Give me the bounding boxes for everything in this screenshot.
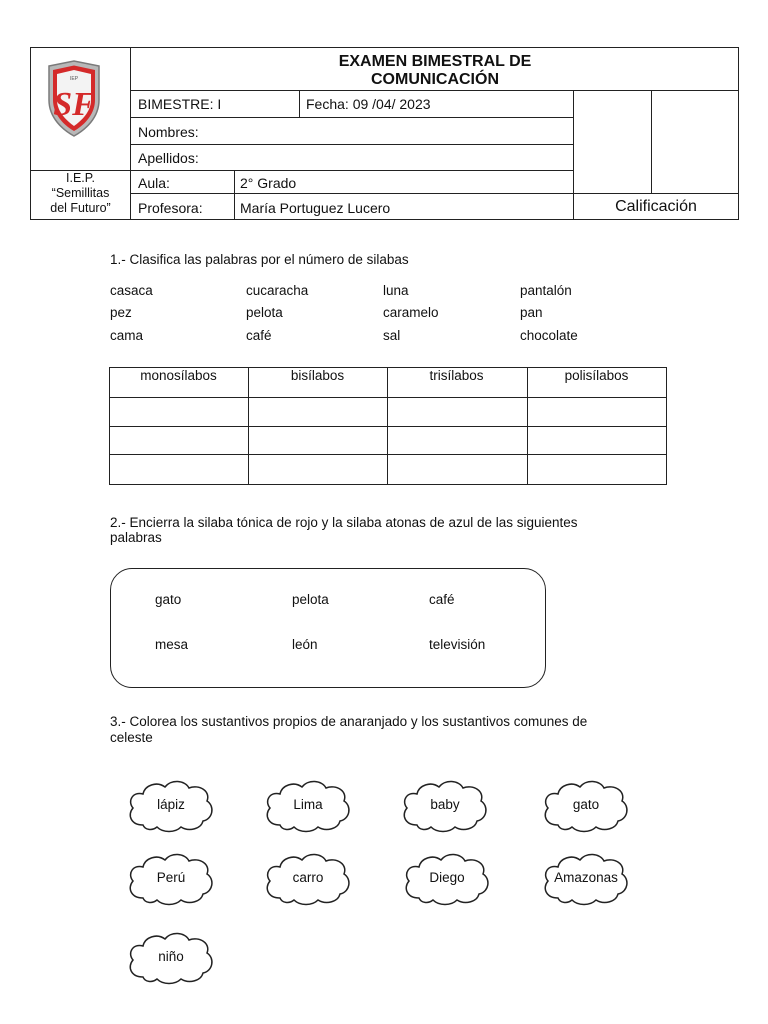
word-item: café bbox=[429, 592, 455, 607]
cloud-label: baby bbox=[430, 797, 460, 812]
cloud-word bbox=[399, 777, 491, 835]
header-divider bbox=[299, 91, 300, 118]
calificacion-label: Calificación bbox=[615, 198, 697, 215]
word-item: casaca bbox=[110, 283, 153, 298]
profesora-value: María Portuguez Lucero bbox=[240, 200, 391, 216]
cloud-word bbox=[125, 929, 217, 987]
word-item: cama bbox=[110, 328, 144, 343]
cloud-label: Lima bbox=[293, 797, 323, 812]
word-item: televisión bbox=[429, 637, 486, 652]
question-2-prompt: 2.- Encierra la silaba tónica de rojo y la silaba atonas de azul de las siguientes bbox=[110, 515, 578, 530]
header-divider bbox=[651, 91, 652, 193]
cloud-label: Perú bbox=[156, 870, 186, 885]
table-header-bisilabos: bisílabos bbox=[290, 368, 345, 383]
header-divider bbox=[234, 170, 235, 220]
word-item: luna bbox=[383, 283, 409, 298]
table-header-polisilabos: polisílabos bbox=[564, 368, 629, 383]
word-box bbox=[110, 568, 546, 688]
header-divider bbox=[130, 117, 573, 118]
nombres-field[interactable]: Nombres: bbox=[138, 124, 199, 140]
word-item: mesa bbox=[155, 637, 189, 652]
cloud-label: carro bbox=[292, 870, 324, 885]
question-3-prompt: 3.- Colorea los sustantivos propios de anaranjado y los sustantivos comunes de bbox=[110, 714, 588, 729]
word-item: pan bbox=[520, 305, 543, 320]
word-item: pantalón bbox=[520, 283, 572, 298]
word-item: cucaracha bbox=[246, 283, 309, 298]
cloud-word bbox=[262, 850, 354, 908]
cloud-word bbox=[540, 850, 632, 908]
profesora-label: Profesora: bbox=[138, 200, 203, 216]
exam-title: EXAMEN BIMESTRAL DE bbox=[338, 53, 532, 70]
header-divider bbox=[130, 90, 739, 91]
cloud-label: Amazonas bbox=[554, 870, 618, 885]
table-header-monosilabos: monosílabos bbox=[140, 368, 217, 383]
school-name-line: del Futuro” bbox=[50, 201, 111, 215]
question-3-prompt-cont: celeste bbox=[110, 730, 153, 745]
word-item: caramelo bbox=[383, 305, 439, 320]
table-row-divider bbox=[109, 454, 667, 455]
cloud-word bbox=[401, 850, 493, 908]
word-item: sal bbox=[383, 328, 401, 343]
table-header-trisilabos: trisílabos bbox=[429, 368, 484, 383]
cloud-word bbox=[262, 777, 354, 835]
header-divider bbox=[130, 144, 573, 145]
logo-initials: SF bbox=[53, 86, 95, 123]
question-1-prompt: 1.- Clasifica las palabras por el número de silabas bbox=[110, 252, 409, 267]
cloud-label: niño bbox=[158, 949, 184, 964]
cloud-word bbox=[540, 777, 632, 835]
logo-small-text: IEP bbox=[69, 76, 79, 82]
table-row-divider bbox=[109, 426, 667, 427]
question-2-prompt-cont: palabras bbox=[110, 530, 162, 545]
cloud-label: gato bbox=[572, 797, 600, 812]
school-crest-logo bbox=[45, 60, 103, 138]
cloud-word bbox=[125, 850, 217, 908]
aula-label: Aula: bbox=[138, 175, 170, 191]
word-item: gato bbox=[155, 592, 182, 607]
bimestre-label: BIMESTRE: I bbox=[138, 96, 222, 112]
apellidos-field[interactable]: Apellidos: bbox=[138, 150, 199, 166]
cloud-label: Diego bbox=[429, 870, 465, 885]
word-item: chocolate bbox=[520, 328, 578, 343]
word-item: pez bbox=[110, 305, 132, 320]
aula-value: 2° Grado bbox=[240, 175, 297, 191]
exam-title-subject: COMUNICACIÓN bbox=[371, 71, 499, 88]
word-item: café bbox=[246, 328, 272, 343]
word-item: pelota bbox=[246, 305, 283, 320]
cloud-word bbox=[125, 777, 217, 835]
school-name-line: I.E.P. bbox=[66, 171, 95, 185]
word-item: pelota bbox=[292, 592, 329, 607]
school-name-line: “Semillitas bbox=[51, 186, 110, 200]
table-row-divider bbox=[109, 397, 667, 398]
cloud-label: lápiz bbox=[157, 797, 185, 812]
word-item: león bbox=[292, 637, 318, 652]
header-divider bbox=[130, 193, 739, 194]
fecha-label: Fecha: 09 /04/ 2023 bbox=[306, 96, 431, 112]
